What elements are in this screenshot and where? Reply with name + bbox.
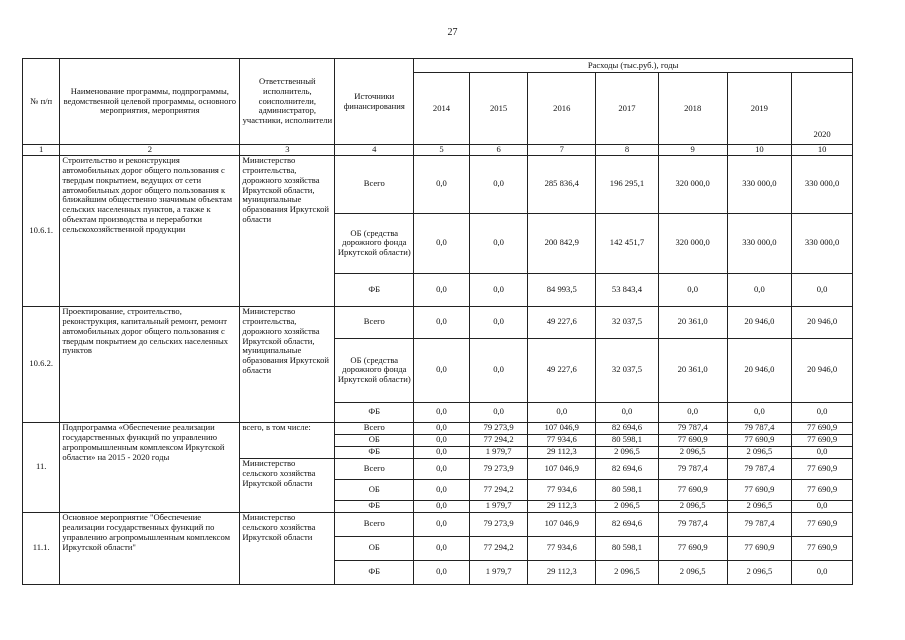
funding-source: ОБ	[335, 479, 414, 500]
amount-cell: 80 598,1	[596, 479, 659, 500]
amount-cell: 77 690,9	[792, 434, 853, 446]
amount-cell: 20 361,0	[658, 306, 727, 338]
funding-source: ОБ (средства дорожного фонда Иркутской области)	[335, 338, 414, 402]
amount-cell: 77 690,9	[792, 536, 853, 560]
amount-cell: 0,0	[469, 155, 528, 213]
funding-source: Всего	[335, 512, 414, 536]
amount-cell: 0,0	[414, 402, 470, 422]
header-year: 2015	[469, 73, 528, 145]
amount-cell: 79 787,4	[658, 458, 727, 479]
funding-source: ОБ	[335, 536, 414, 560]
amount-cell: 0,0	[414, 560, 470, 584]
amount-cell: 1 979,7	[469, 500, 528, 512]
header-year: 2019	[727, 73, 792, 145]
amount-cell: 49 227,6	[528, 338, 596, 402]
amount-cell: 0,0	[658, 273, 727, 306]
amount-cell: 79 787,4	[658, 422, 727, 434]
amount-cell: 77 690,9	[792, 512, 853, 536]
amount-cell: 0,0	[414, 536, 470, 560]
funding-source: Всего	[335, 155, 414, 213]
amount-cell: 0,0	[658, 402, 727, 422]
amount-cell: 0,0	[414, 213, 470, 273]
amount-cell: 79 787,4	[727, 422, 792, 434]
header-executor: Ответственный исполнитель, соисполнители, администратор, участники, исполнители	[240, 59, 335, 145]
col-number: 10	[727, 145, 792, 156]
amount-cell: 80 598,1	[596, 536, 659, 560]
row-executor: Министерство строительства, дорожного хозяйства Иркутской области, муниципальные образования Иркутской области	[240, 155, 335, 306]
col-number: 8	[596, 145, 659, 156]
amount-cell: 2 096,5	[596, 500, 659, 512]
amount-cell: 0,0	[596, 402, 659, 422]
amount-cell: 0,0	[469, 273, 528, 306]
col-number: 10	[792, 145, 853, 156]
amount-cell: 80 598,1	[596, 434, 659, 446]
col-number: 5	[414, 145, 470, 156]
funding-source: Всего	[335, 306, 414, 338]
amount-cell: 77 294,2	[469, 536, 528, 560]
amount-cell: 29 112,3	[528, 560, 596, 584]
row-name: Проектирование, строительство, реконструкция, капитальный ремонт, ремонт автомобильных дорог общего пользования с твердым покрытием до сельских населенных пунктов	[60, 306, 240, 422]
header-year: 2017	[596, 73, 659, 145]
funding-source: ОБ	[335, 434, 414, 446]
amount-cell: 0,0	[469, 306, 528, 338]
amount-cell: 0,0	[469, 402, 528, 422]
table-row	[23, 155, 853, 213]
funding-source: ФБ	[335, 402, 414, 422]
funding-source: Всего	[335, 458, 414, 479]
amount-cell: 285 836,4	[528, 155, 596, 213]
row-number: 10.6.2.	[23, 306, 60, 422]
col-number: 4	[335, 145, 414, 156]
amount-cell: 107 046,9	[528, 512, 596, 536]
row-executor: Министерство сельского хозяйства Иркутской области	[240, 512, 335, 584]
amount-cell: 77 690,9	[727, 479, 792, 500]
amount-cell: 79 273,9	[469, 422, 528, 434]
amount-cell: 0,0	[469, 338, 528, 402]
page-number: 27	[447, 27, 458, 38]
funding-source: ФБ	[335, 560, 414, 584]
amount-cell: 77 934,6	[528, 479, 596, 500]
column-number-row	[23, 145, 853, 156]
table-body	[23, 59, 853, 585]
amount-cell: 142 451,7	[596, 213, 659, 273]
amount-cell: 2 096,5	[596, 560, 659, 584]
col-number: 6	[469, 145, 528, 156]
amount-cell: 107 046,9	[528, 458, 596, 479]
table-row	[23, 306, 853, 338]
col-number: 3	[240, 145, 335, 156]
amount-cell: 0,0	[792, 273, 853, 306]
amount-cell: 0,0	[414, 338, 470, 402]
amount-cell: 20 946,0	[792, 338, 853, 402]
amount-cell: 2 096,5	[658, 446, 727, 458]
amount-cell: 320 000,0	[658, 155, 727, 213]
amount-cell: 330 000,0	[727, 213, 792, 273]
amount-cell: 79 787,4	[658, 512, 727, 536]
amount-cell: 2 096,5	[596, 446, 659, 458]
amount-cell: 79 787,4	[727, 512, 792, 536]
amount-cell: 77 690,9	[727, 434, 792, 446]
amount-cell: 77 690,9	[727, 536, 792, 560]
amount-cell: 2 096,5	[727, 500, 792, 512]
row-executor: всего, в том числе:	[240, 422, 335, 458]
budget-table	[22, 58, 853, 585]
amount-cell: 77 690,9	[792, 458, 853, 479]
amount-cell: 29 112,3	[528, 500, 596, 512]
col-number: 7	[528, 145, 596, 156]
amount-cell: 0,0	[414, 422, 470, 434]
header-year: 2014	[414, 73, 470, 145]
row-name: Подпрограмма «Обеспечение реализации государственных функций по управлению агропромышленным комплексом Иркутской области» на 2015 - 2020 годы	[60, 422, 240, 512]
amount-cell: 320 000,0	[658, 213, 727, 273]
header-sources: Источники финансирования	[335, 59, 414, 145]
header-no: № п/п	[23, 59, 60, 145]
row-number: 10.6.1.	[23, 155, 60, 306]
table-row	[23, 512, 853, 536]
amount-cell: 77 690,9	[792, 479, 853, 500]
table-row	[23, 422, 853, 434]
amount-cell: 77 294,2	[469, 434, 528, 446]
amount-cell: 196 295,1	[596, 155, 659, 213]
row-name: Основное мероприятие "Обеспечение реализации государственных функций по управлению агропромышленным комплексом Иркутской области"	[60, 512, 240, 584]
amount-cell: 77 294,2	[469, 479, 528, 500]
amount-cell: 2 096,5	[727, 446, 792, 458]
amount-cell: 53 843,4	[596, 273, 659, 306]
amount-cell: 107 046,9	[528, 422, 596, 434]
header-year: 2016	[528, 73, 596, 145]
amount-cell: 2 096,5	[727, 560, 792, 584]
amount-cell: 0,0	[414, 306, 470, 338]
amount-cell: 20 946,0	[727, 338, 792, 402]
amount-cell: 32 037,5	[596, 306, 659, 338]
amount-cell: 0,0	[792, 446, 853, 458]
funding-source: ФБ	[335, 273, 414, 306]
amount-cell: 1 979,7	[469, 560, 528, 584]
row-name: Строительство и реконструкция автомобильных дорог общего пользования с твердым покрытием, ведущих от сети автомобильных дорог общего пользования к ближайшим общественно значимым объектам сельских населенных пунктов, а также к объектам производства и переработки сельскохозяйственной продукции	[60, 155, 240, 306]
row-executor: Министерство строительства, дорожного хозяйства Иркутской области, муниципальные образования Иркутской области	[240, 306, 335, 422]
header-name: Наименование программы, подпрограммы, ведомственной целевой программы, основного мероприятия, мероприятия	[60, 59, 240, 145]
amount-cell: 200 842,9	[528, 213, 596, 273]
amount-cell: 77 934,6	[528, 536, 596, 560]
amount-cell: 0,0	[792, 402, 853, 422]
amount-cell: 0,0	[414, 512, 470, 536]
amount-cell: 330 000,0	[792, 213, 853, 273]
amount-cell: 84 993,5	[528, 273, 596, 306]
amount-cell: 77 690,9	[658, 434, 727, 446]
amount-cell: 1 979,7	[469, 446, 528, 458]
col-number: 2	[60, 145, 240, 156]
amount-cell: 29 112,3	[528, 446, 596, 458]
amount-cell: 330 000,0	[792, 155, 853, 213]
row-number: 11.1.	[23, 512, 60, 584]
amount-cell: 0,0	[414, 155, 470, 213]
amount-cell: 32 037,5	[596, 338, 659, 402]
amount-cell: 330 000,0	[727, 155, 792, 213]
amount-cell: 0,0	[528, 402, 596, 422]
col-number: 9	[658, 145, 727, 156]
amount-cell: 20 946,0	[792, 306, 853, 338]
amount-cell: 0,0	[414, 446, 470, 458]
funding-source: Всего	[335, 422, 414, 434]
amount-cell: 82 694,6	[596, 422, 659, 434]
amount-cell: 77 690,9	[658, 479, 727, 500]
amount-cell: 20 361,0	[658, 338, 727, 402]
amount-cell: 79 787,4	[727, 458, 792, 479]
amount-cell: 20 946,0	[727, 306, 792, 338]
amount-cell: 0,0	[414, 500, 470, 512]
header-row	[23, 59, 853, 73]
amount-cell: 49 227,6	[528, 306, 596, 338]
amount-cell: 0,0	[414, 458, 470, 479]
col-number: 1	[23, 145, 60, 156]
amount-cell: 77 934,6	[528, 434, 596, 446]
amount-cell: 2 096,5	[658, 500, 727, 512]
amount-cell: 82 694,6	[596, 458, 659, 479]
amount-cell: 2 096,5	[658, 560, 727, 584]
header-year: 2020	[792, 73, 853, 145]
amount-cell: 82 694,6	[596, 512, 659, 536]
row-number: 11.	[23, 422, 60, 512]
funding-source: ОБ (средства дорожного фонда Иркутской области)	[335, 213, 414, 273]
amount-cell: 0,0	[414, 479, 470, 500]
header-year: 2018	[658, 73, 727, 145]
amount-cell: 0,0	[727, 402, 792, 422]
funding-source: ФБ	[335, 500, 414, 512]
funding-source: ФБ	[335, 446, 414, 458]
amount-cell: 0,0	[792, 560, 853, 584]
header-expenses: Расходы (тыс.руб.), годы	[414, 59, 853, 73]
amount-cell: 79 273,9	[469, 512, 528, 536]
amount-cell: 0,0	[469, 213, 528, 273]
amount-cell: 77 690,9	[658, 536, 727, 560]
amount-cell: 77 690,9	[792, 422, 853, 434]
amount-cell: 0,0	[414, 434, 470, 446]
amount-cell: 0,0	[414, 273, 470, 306]
amount-cell: 79 273,9	[469, 458, 528, 479]
amount-cell: 0,0	[792, 500, 853, 512]
amount-cell: 0,0	[727, 273, 792, 306]
row-executor: Министерство сельского хозяйства Иркутской области	[240, 458, 335, 512]
